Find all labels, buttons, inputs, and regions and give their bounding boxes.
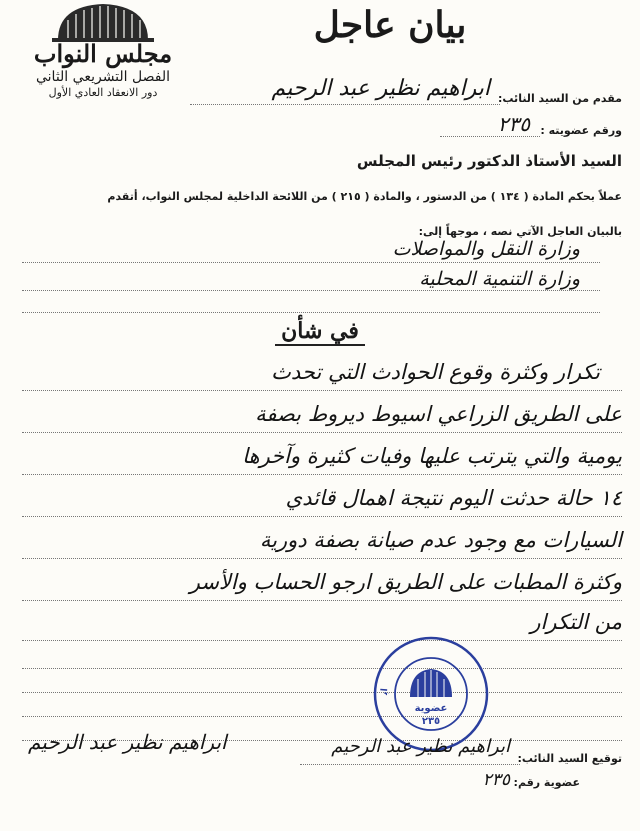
stamp-number: ٢٣٥ bbox=[421, 716, 441, 727]
membership-value: ٢٣٥ bbox=[497, 112, 530, 136]
ruled-line bbox=[22, 432, 622, 433]
logo-name: مجلس النواب bbox=[33, 39, 173, 68]
directed-label: بالبيان العاجل الآتي نصه ، موجهاً إلى: bbox=[418, 225, 622, 238]
subject-heading bbox=[0, 318, 640, 346]
body-line: ١٤ حالة حدثت اليوم نتيجة اهمال قائدي bbox=[285, 486, 622, 510]
submitted-by-label: مقدم من السيد النائب: bbox=[498, 92, 622, 105]
body-line: وكثرة المطبات على الطريق ارجو الحساب والأسر bbox=[189, 570, 622, 594]
stamp-outer-text: اب bbox=[379, 687, 391, 696]
body-line: السيارات مع وجود عدم صيانة بصفة دورية bbox=[259, 528, 622, 552]
logo-session: دور الانعقاد العادي الأول bbox=[48, 86, 158, 99]
recipient-1: وزارة النقل والمواصلات bbox=[392, 238, 580, 260]
membership-label: ورقم عضويته : bbox=[540, 124, 622, 137]
ruled-line bbox=[22, 600, 622, 601]
recipient-line bbox=[22, 290, 600, 291]
signature-scribble: ابراهيم نظير عبد الرحيم bbox=[28, 730, 227, 754]
ruled-line bbox=[22, 390, 622, 391]
recipient-line bbox=[22, 262, 600, 263]
ruled-line bbox=[22, 716, 622, 717]
subject-label: في شأن bbox=[275, 318, 365, 346]
ruled-line bbox=[22, 640, 622, 641]
logo-term: الفصل التشريعي الثاني bbox=[35, 69, 170, 85]
signature-value: ابراهيم نظير عبد الرحيم bbox=[331, 736, 510, 757]
ruled-line bbox=[22, 692, 622, 693]
footer-membership-label: عضوية رقم: bbox=[513, 776, 580, 789]
recipient-2: وزارة التنمية المحلية bbox=[419, 268, 580, 290]
addressee: السيد الأستاذ الدكتور رئيس المجلس bbox=[356, 152, 622, 170]
signature-line bbox=[300, 764, 520, 765]
preamble: عملاً بحكم المادة ( ١٣٤ ) من الدستور ، والمادة ( ٢١٥ ) من اللائحة الداخلية لمجلس النواب، أتقدم bbox=[107, 190, 622, 203]
body-line: على الطريق الزراعي اسيوط ديروط بصفة bbox=[255, 402, 622, 426]
body-line: يومية والتي يترتب عليها وفيات كثيرة وآخرها bbox=[242, 444, 622, 468]
body-line: تكرار وكثرة وقوع الحوادث التي تحدث bbox=[271, 360, 600, 384]
footer-membership-value: ٢٣٥ bbox=[482, 770, 510, 790]
ruled-line bbox=[22, 474, 622, 475]
ruled-line bbox=[22, 558, 622, 559]
membership-line bbox=[440, 136, 540, 137]
signature-label: توقيع السيد النائب: bbox=[517, 752, 622, 765]
recipient-line bbox=[22, 312, 600, 313]
body-line: من التكرار bbox=[530, 610, 622, 634]
submitted-by-line bbox=[190, 104, 500, 105]
submitted-by-value: ابراهيم نظير عبد الرحيم bbox=[271, 76, 490, 101]
stamp-label: عضوية bbox=[414, 703, 448, 714]
ruled-line bbox=[22, 668, 622, 669]
ruled-line bbox=[22, 516, 622, 517]
document-title: بيان عاجل bbox=[313, 4, 467, 46]
